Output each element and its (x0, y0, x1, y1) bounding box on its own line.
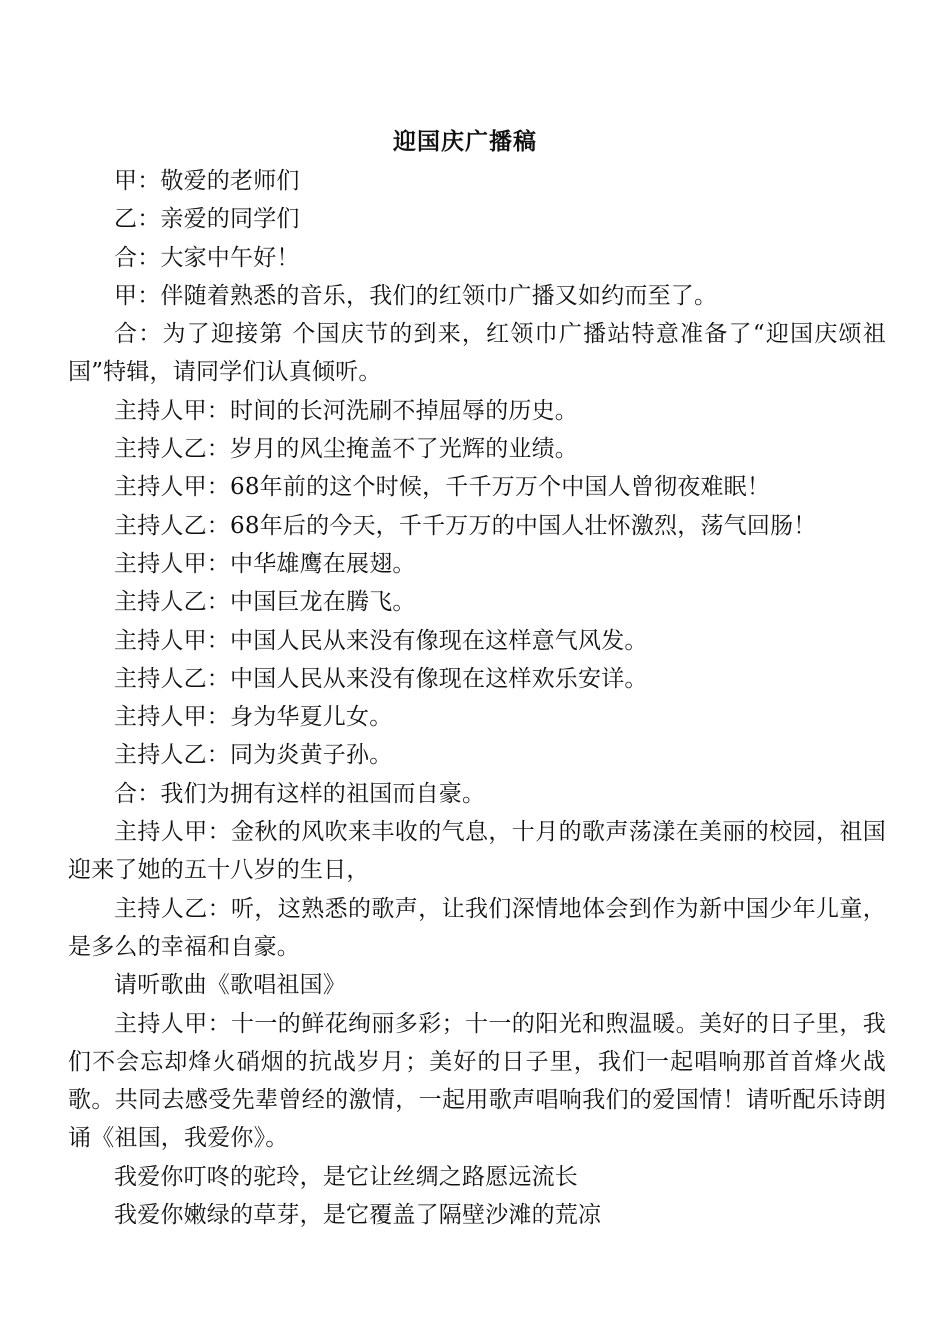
paragraph: 合：我们为拥有这样的祖国而自豪。 (114, 780, 486, 807)
document-title: 迎国庆广播稿 (393, 128, 537, 155)
paragraph: 主持人甲：中国人民从来没有像现在这样意气风发。 (114, 627, 648, 654)
paragraph: 主持人甲：金秋的风吹来丰收的气息，十月的歌声荡漾在美丽的校园，祖国迎来了她的五十八岁的生日， (68, 819, 886, 884)
paragraph: 主持人甲：十一的鲜花绚丽多彩；十一的阳光和煦温暖。美好的日子里，我们不会忘却烽火硝烟的抗战岁月；美好的日子里，我们一起唱响那首首烽火战歌。共同去感受先辈曾经的激情，一起用歌声唱响我们的爱国情！请听配乐诗朗诵《祖国，我爱你》。 (68, 1010, 886, 1152)
paragraph: 主持人乙：同为炎黄子孙。 (114, 742, 393, 769)
paragraph: 主持人乙：岁月的风尘掩盖不了光辉的业绩。 (114, 436, 578, 463)
paragraph: 甲：敬爱的老师们 (114, 168, 300, 194)
paragraph: 合：大家中午好！ (114, 244, 300, 271)
paragraph: 请听歌曲《歌唱祖国》 (114, 972, 346, 999)
paragraph: 甲：伴随着熟悉的音乐，我们的红领巾广播又如约而至了。 (114, 282, 718, 309)
paragraph: 主持人乙：中国巨龙在腾飞。 (114, 589, 416, 616)
paragraph: 主持人乙：68年后的今天，千千万万的中国人壮怀激烈，荡气回肠！ (114, 512, 817, 539)
paragraph: 主持人甲：身为华夏儿女。 (114, 704, 393, 731)
paragraph: 主持人乙：中国人民从来没有像现在这样欢乐安详。 (114, 665, 648, 692)
paragraph: 我爱你叮咚的驼玲，是它让丝绸之路愿远流长 (114, 1163, 578, 1190)
paragraph: 主持人乙：听，这熟悉的歌声，让我们深情地体会到作为新中国少年儿童，是多么的幸福和自豪。 (68, 895, 886, 960)
paragraph: 主持人甲：中华雄鹰在展翅。 (114, 550, 416, 577)
paragraph: 乙：亲爱的同学们 (114, 206, 300, 233)
paragraph: 合：为了迎接第 个国庆节的到来，红领巾广播站特意准备了“迎国庆颂祖国”特辑，请同学们认真倾听。 (68, 321, 886, 386)
paragraph: 我爱你嫩绿的草芽，是它覆盖了隔壁沙滩的荒凉 (114, 1202, 602, 1229)
paragraph: 主持人甲：时间的长河洗刷不掉屈辱的历史。 (114, 397, 578, 424)
paragraph: 主持人甲：68年前的这个时候，千千万万个中国人曾彻夜难眠！ (114, 474, 771, 501)
document-body (68, 162, 886, 1234)
